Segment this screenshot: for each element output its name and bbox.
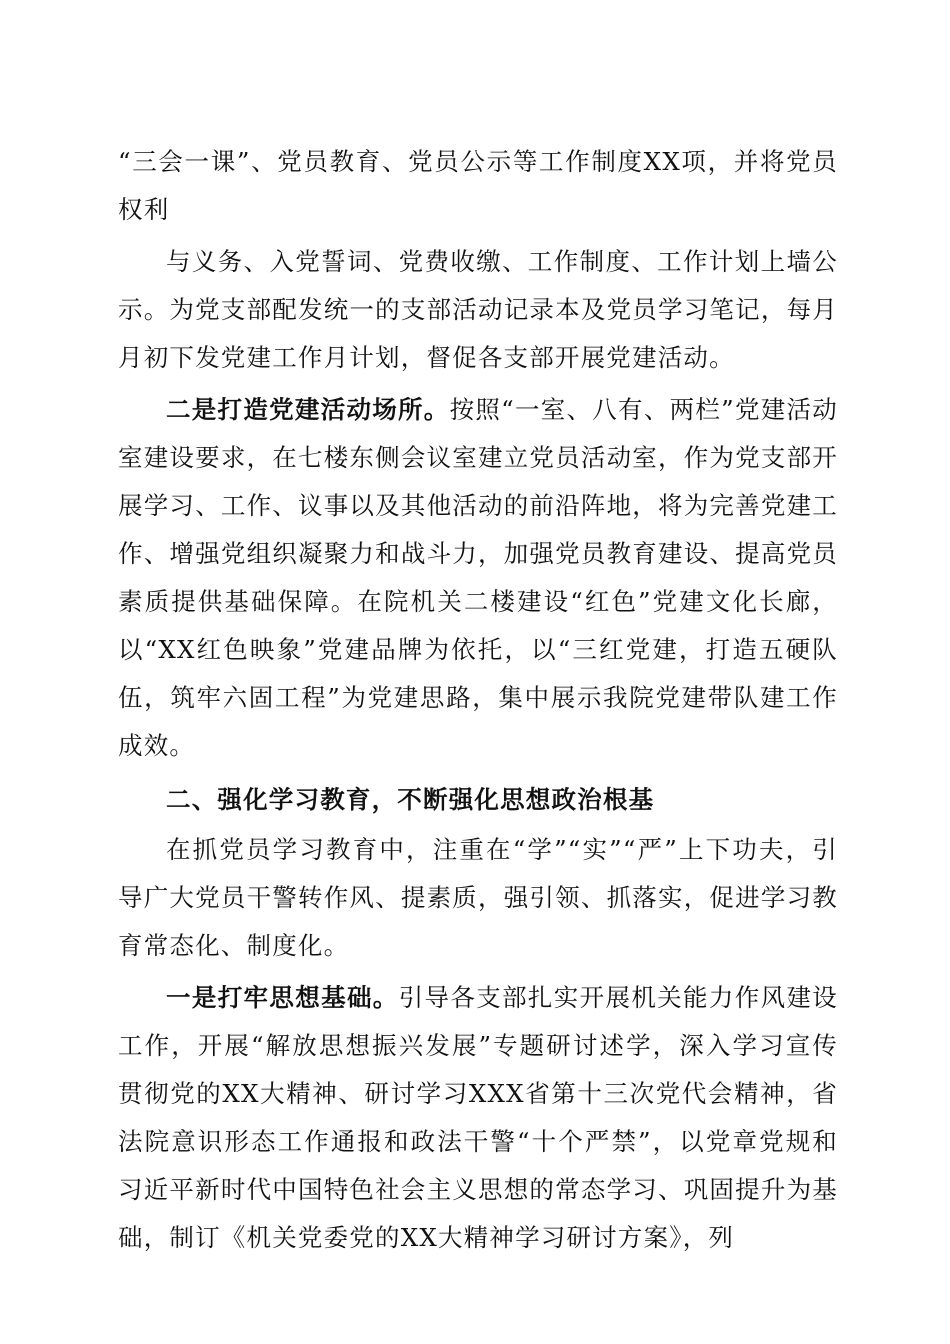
paragraph-lead: 一是打牢思想基础。	[166, 983, 399, 1012]
document-body	[118, 138, 838, 1262]
paragraph-wall-display	[118, 238, 838, 382]
paragraph-text: 与义务、入党誓词、党费收缴、工作制度、工作计划上墙公示。为党支部配发统一的支部活动记录本及党员学习笔记，每月月初下发党建工作月计划，督促各支部开展党建活动。	[118, 247, 838, 372]
paragraph-text: 引导各支部扎实开展机关能力作风建设工作，开展“解放思想振兴发展”专题研讨述学，深入学习宣传贯彻党的XX大精神、研讨学习XXX省第十三次党代会精神，省法院意识形态工作通报和政法干警“十个严禁”，以党章党规和习近平新时代中国特色社会主义思想的常态学习、巩固提升为基础，制订《机关党委党的XX大精神学习研讨方案》，列	[118, 983, 838, 1252]
paragraph-text: 按照“一室、八有、两栏”党建活动室建设要求，在七楼东侧会议室建立党员活动室，作为党支部开展学习、工作、议事以及其他活动的前沿阵地，将为完善党建工作、增强党组织凝聚力和战斗力，加强党员教育建设、提高党员素质提供基础保障。在院机关二楼建设“红色”党建文化长廊，以“XX红色映象”党建品牌为依托，以“三红党建，打造五硬队伍，筑牢六固工程”为党建思路，集中展示我院党建带队建工作成效。	[118, 395, 839, 760]
paragraph-activity-venue	[118, 386, 838, 770]
paragraph-lead: 二是打造党建活动场所。	[166, 395, 450, 424]
paragraph-text: “三会一课”、党员教育、党员公示等工作制度XX项，并将党员权利	[118, 147, 838, 224]
paragraph-ideological-foundation	[118, 974, 838, 1262]
paragraph-continuation	[118, 138, 838, 234]
paragraph-study-education	[118, 826, 838, 970]
section-heading: 二、强化学习教育，不断强化思想政治根基	[166, 785, 655, 814]
paragraph-text: 在抓党员学习教育中，注重在“学”“实”“严”上下功夫，引导广大党员干警转作风、提素质，强引领、抓落实，促进学习教育常态化、制度化。	[118, 835, 838, 960]
